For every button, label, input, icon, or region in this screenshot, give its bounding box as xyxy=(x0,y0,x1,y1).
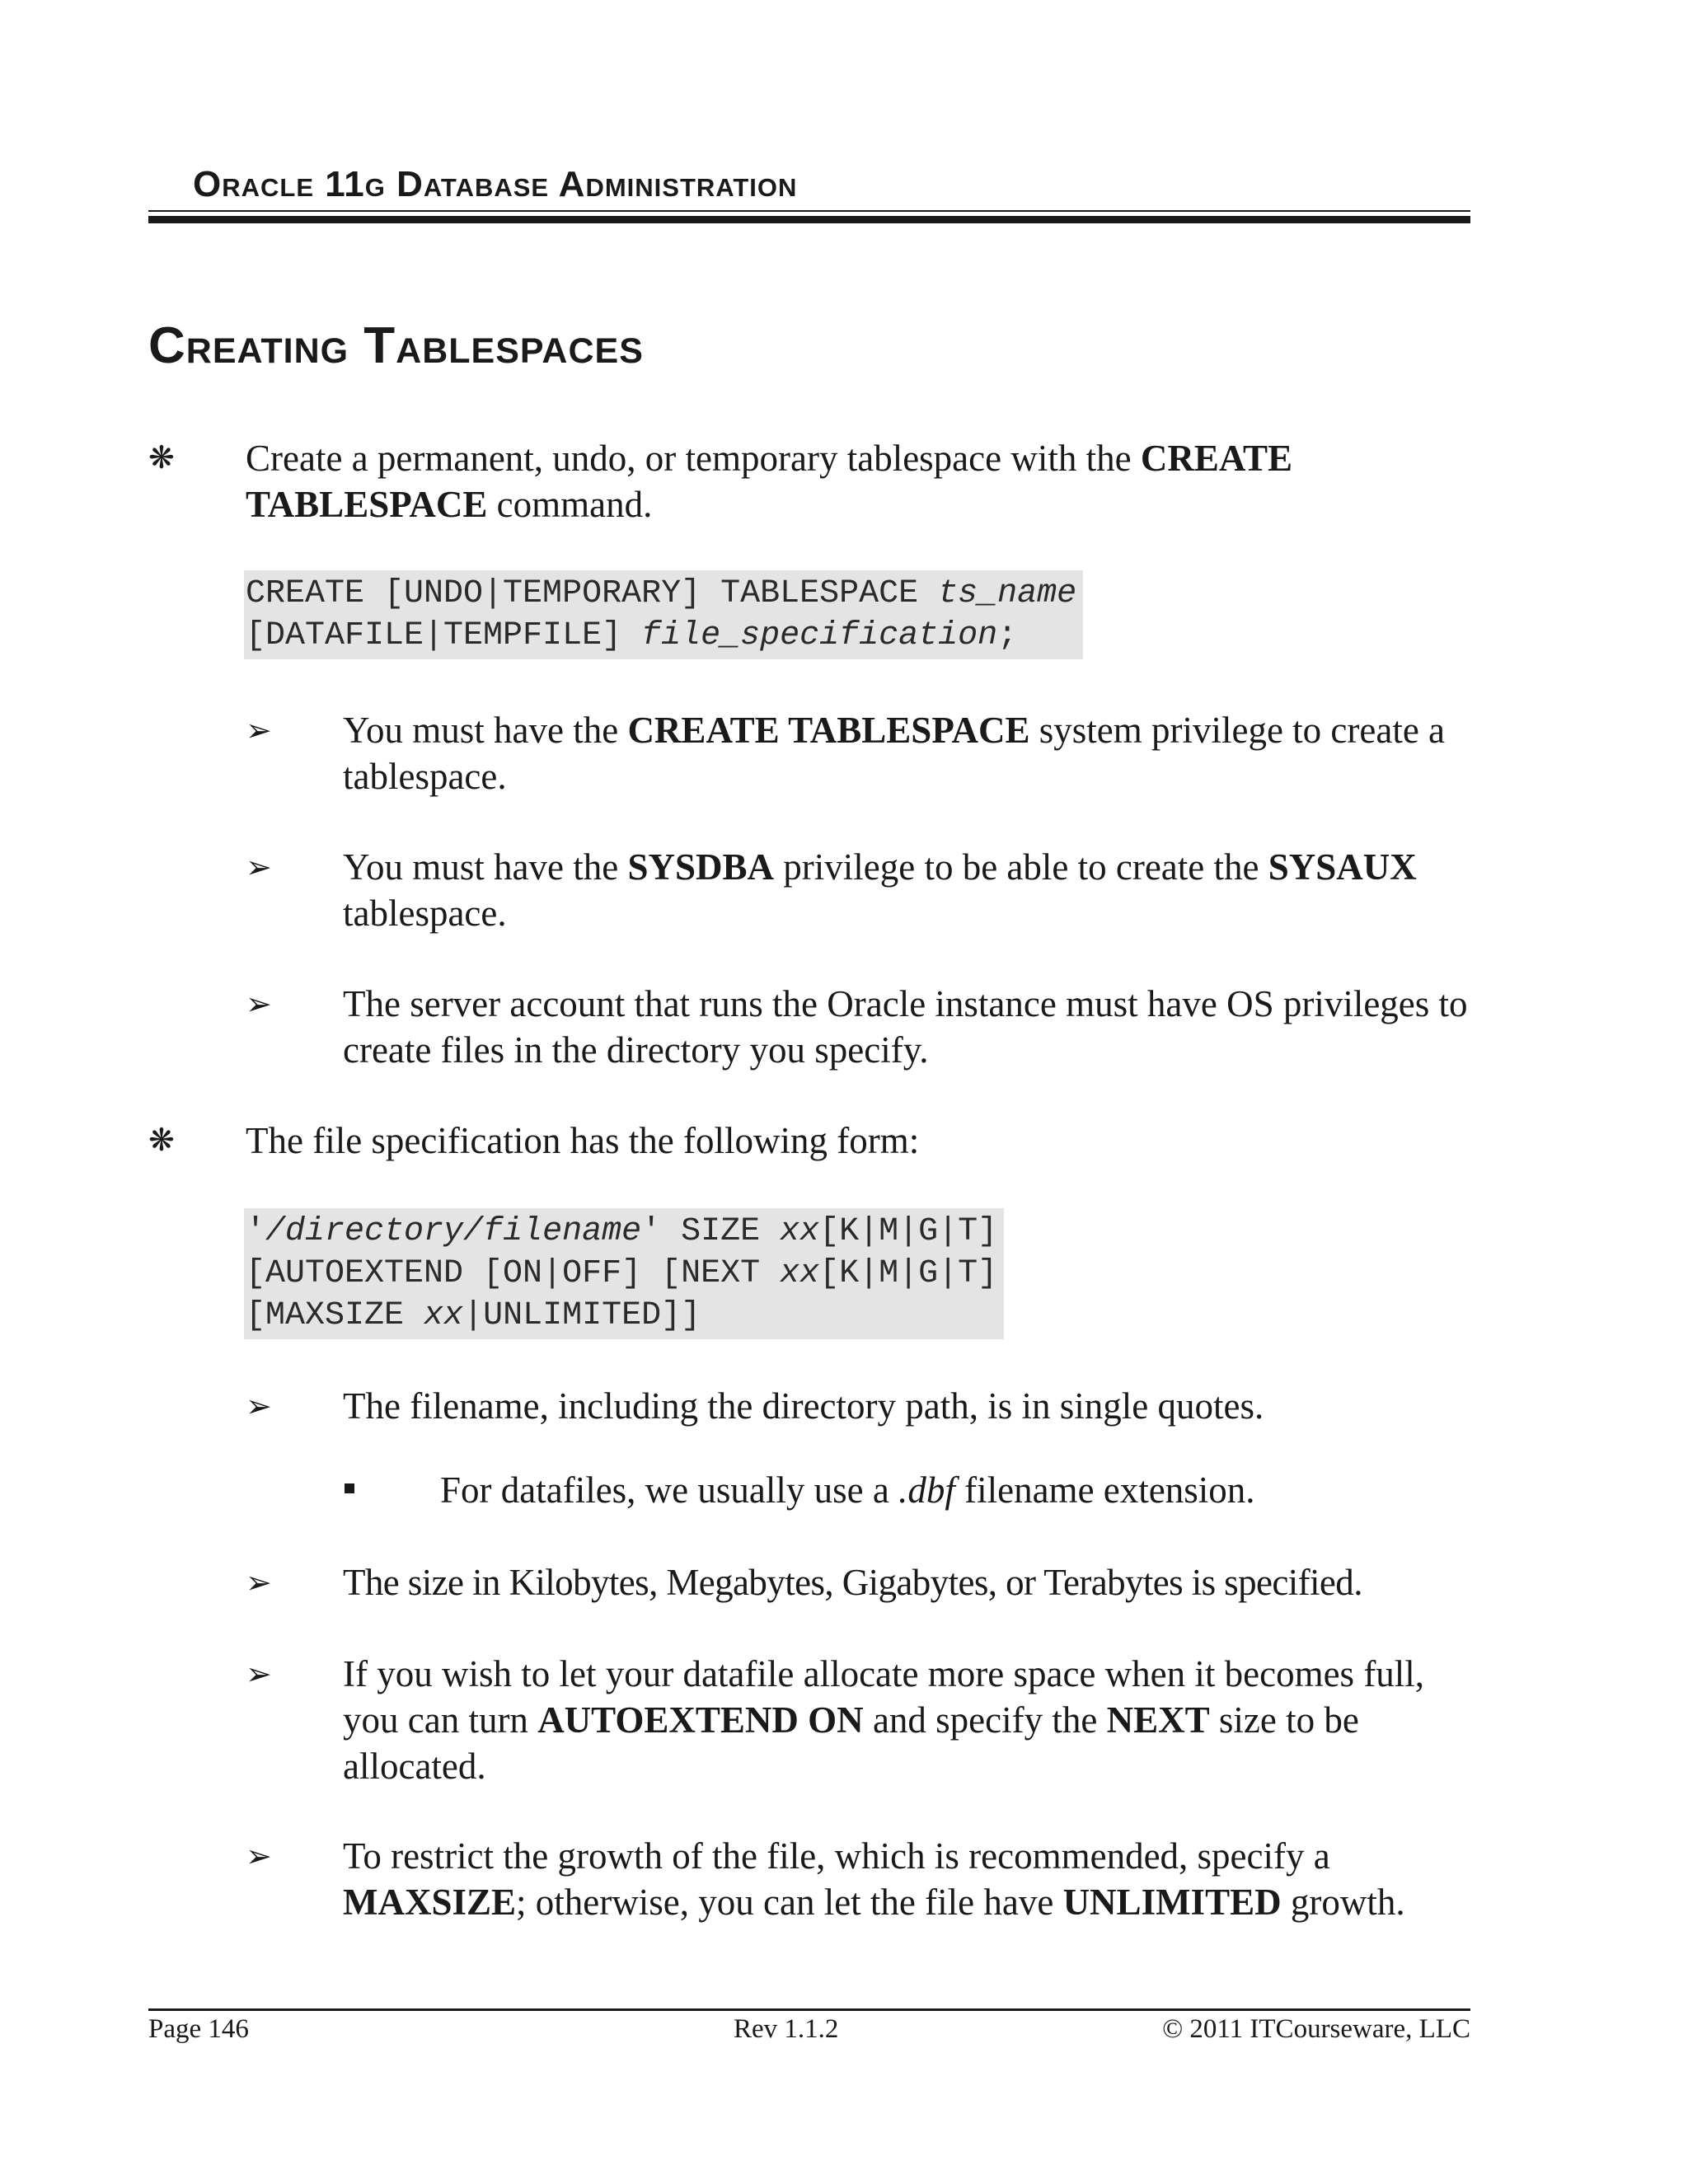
code-italic: /directory/filename xyxy=(265,1213,642,1250)
bullet-sysdba xyxy=(343,844,1489,936)
code-italic: file_specification xyxy=(641,617,998,654)
header-rule-thin xyxy=(148,210,1470,212)
bullet-size-units: The size in Kilobytes, Megabytes, Gigabytes, or Terabytes is specified. xyxy=(343,1562,1362,1603)
code-italic: xx xyxy=(424,1297,464,1334)
code-italic: ts_name xyxy=(938,575,1077,612)
code-block-create-syntax xyxy=(244,570,1083,659)
bullet-text-pre: For datafiles, we usually use a xyxy=(440,1469,899,1511)
bullet-text-post: size to be allocated. xyxy=(343,1699,1359,1787)
footer-revision: Rev 1.1.2 xyxy=(734,2014,839,2044)
bullet-text-post: growth. xyxy=(1281,1882,1405,1923)
bullet-text-pre: You must have the xyxy=(343,846,628,888)
code-text: ' SIZE xyxy=(641,1213,781,1250)
square-bullet-icon xyxy=(345,1483,354,1493)
bullet-text-post: tablespace. xyxy=(343,893,507,934)
bullet-dbf-extension xyxy=(440,1467,1470,1513)
code-text: [MAXSIZE xyxy=(246,1297,424,1334)
header-rule-thick xyxy=(148,216,1470,223)
bullet-text-post: filename extension. xyxy=(954,1469,1255,1511)
arrowhead-icon: ➢ xyxy=(246,1838,272,1874)
running-header: Oracle 11g Database Administration xyxy=(193,164,798,204)
snowflake-star-icon: ❋ xyxy=(148,1123,175,1158)
bullet-text-mid: and specify the xyxy=(863,1699,1107,1741)
bullet-text-bold: SYSAUX xyxy=(1268,846,1417,888)
bullet-maxsize xyxy=(343,1833,1489,1925)
code-text: CREATE [UNDO|TEMPORARY] TABLESPACE xyxy=(246,575,939,612)
code-text: [K|M|G|T] xyxy=(819,1255,998,1292)
bullet-text-mid: ; otherwise, you can let the file have xyxy=(516,1882,1063,1923)
bullet-text-bold: CREATE TABLESPACE xyxy=(627,710,1030,751)
bullet-text-pre: You must have the xyxy=(343,710,628,751)
bullet-server-account: The server account that runs the Oracle instance must have OS privileges to create files in the directory you specify. xyxy=(343,983,1468,1071)
bullet-text-bold: UNLIMITED xyxy=(1062,1882,1282,1923)
code-text: |UNLIMITED]] xyxy=(463,1297,701,1334)
code-italic: xx xyxy=(780,1255,820,1292)
code-italic: xx xyxy=(780,1213,820,1250)
bullet-text-bold: NEXT xyxy=(1106,1699,1210,1741)
bullet-text-pre: To restrict the growth of the file, which is recommended, specify a xyxy=(343,1835,1330,1877)
code-text: [K|M|G|T] xyxy=(819,1213,998,1250)
snowflake-star-icon: ❋ xyxy=(148,441,175,476)
bullet-text-bold: CREATE TABLESPACE xyxy=(246,438,1293,525)
arrowhead-icon: ➢ xyxy=(246,1656,272,1692)
bullet-text-bold: AUTOEXTEND ON xyxy=(537,1699,864,1741)
arrowhead-icon: ➢ xyxy=(246,712,272,748)
footer-copyright: © 2011 ITCourseware, LLC xyxy=(1162,2014,1470,2044)
code-text: [AUTOEXTEND [ON|OFF] [NEXT xyxy=(246,1255,781,1292)
code-text: [DATAFILE|TEMPFILE] xyxy=(246,617,642,654)
page-title: Creating Tablespaces xyxy=(148,317,644,374)
arrowhead-icon: ➢ xyxy=(246,1564,272,1601)
bullet-filename-quotes: The filename, including the directory path, is in single quotes. xyxy=(343,1385,1264,1427)
bullet-text-italic: .dbf xyxy=(898,1469,955,1511)
bullet-text-post: command. xyxy=(487,484,653,525)
bullet-privilege xyxy=(343,707,1489,799)
bullet-text-post: system privilege to create a tablespace. xyxy=(343,710,1446,797)
bullet-autoextend xyxy=(343,1651,1489,1789)
bullet-text-bold: SYSDBA xyxy=(627,846,774,888)
arrowhead-icon: ➢ xyxy=(246,849,272,885)
footer-page-number: Page 146 xyxy=(148,2014,249,2044)
bullet-text-pre: If you wish to let your datafile allocate more space when it becomes full, you can turn xyxy=(343,1653,1425,1741)
arrowhead-icon: ➢ xyxy=(246,1388,272,1424)
bullet-create-tablespace xyxy=(246,435,1482,527)
code-text: ' xyxy=(246,1213,266,1250)
arrowhead-icon: ➢ xyxy=(246,986,272,1022)
bullet-file-specification: The file specification has the following form: xyxy=(246,1120,920,1161)
bullet-text-mid: privilege to be able to create the xyxy=(774,846,1268,888)
code-block-file-spec xyxy=(244,1208,1004,1339)
bullet-text-pre: Create a permanent, undo, or temporary tablespace with the xyxy=(246,438,1141,479)
bullet-text-bold: MAXSIZE xyxy=(343,1882,517,1923)
code-text: ; xyxy=(997,617,1018,654)
